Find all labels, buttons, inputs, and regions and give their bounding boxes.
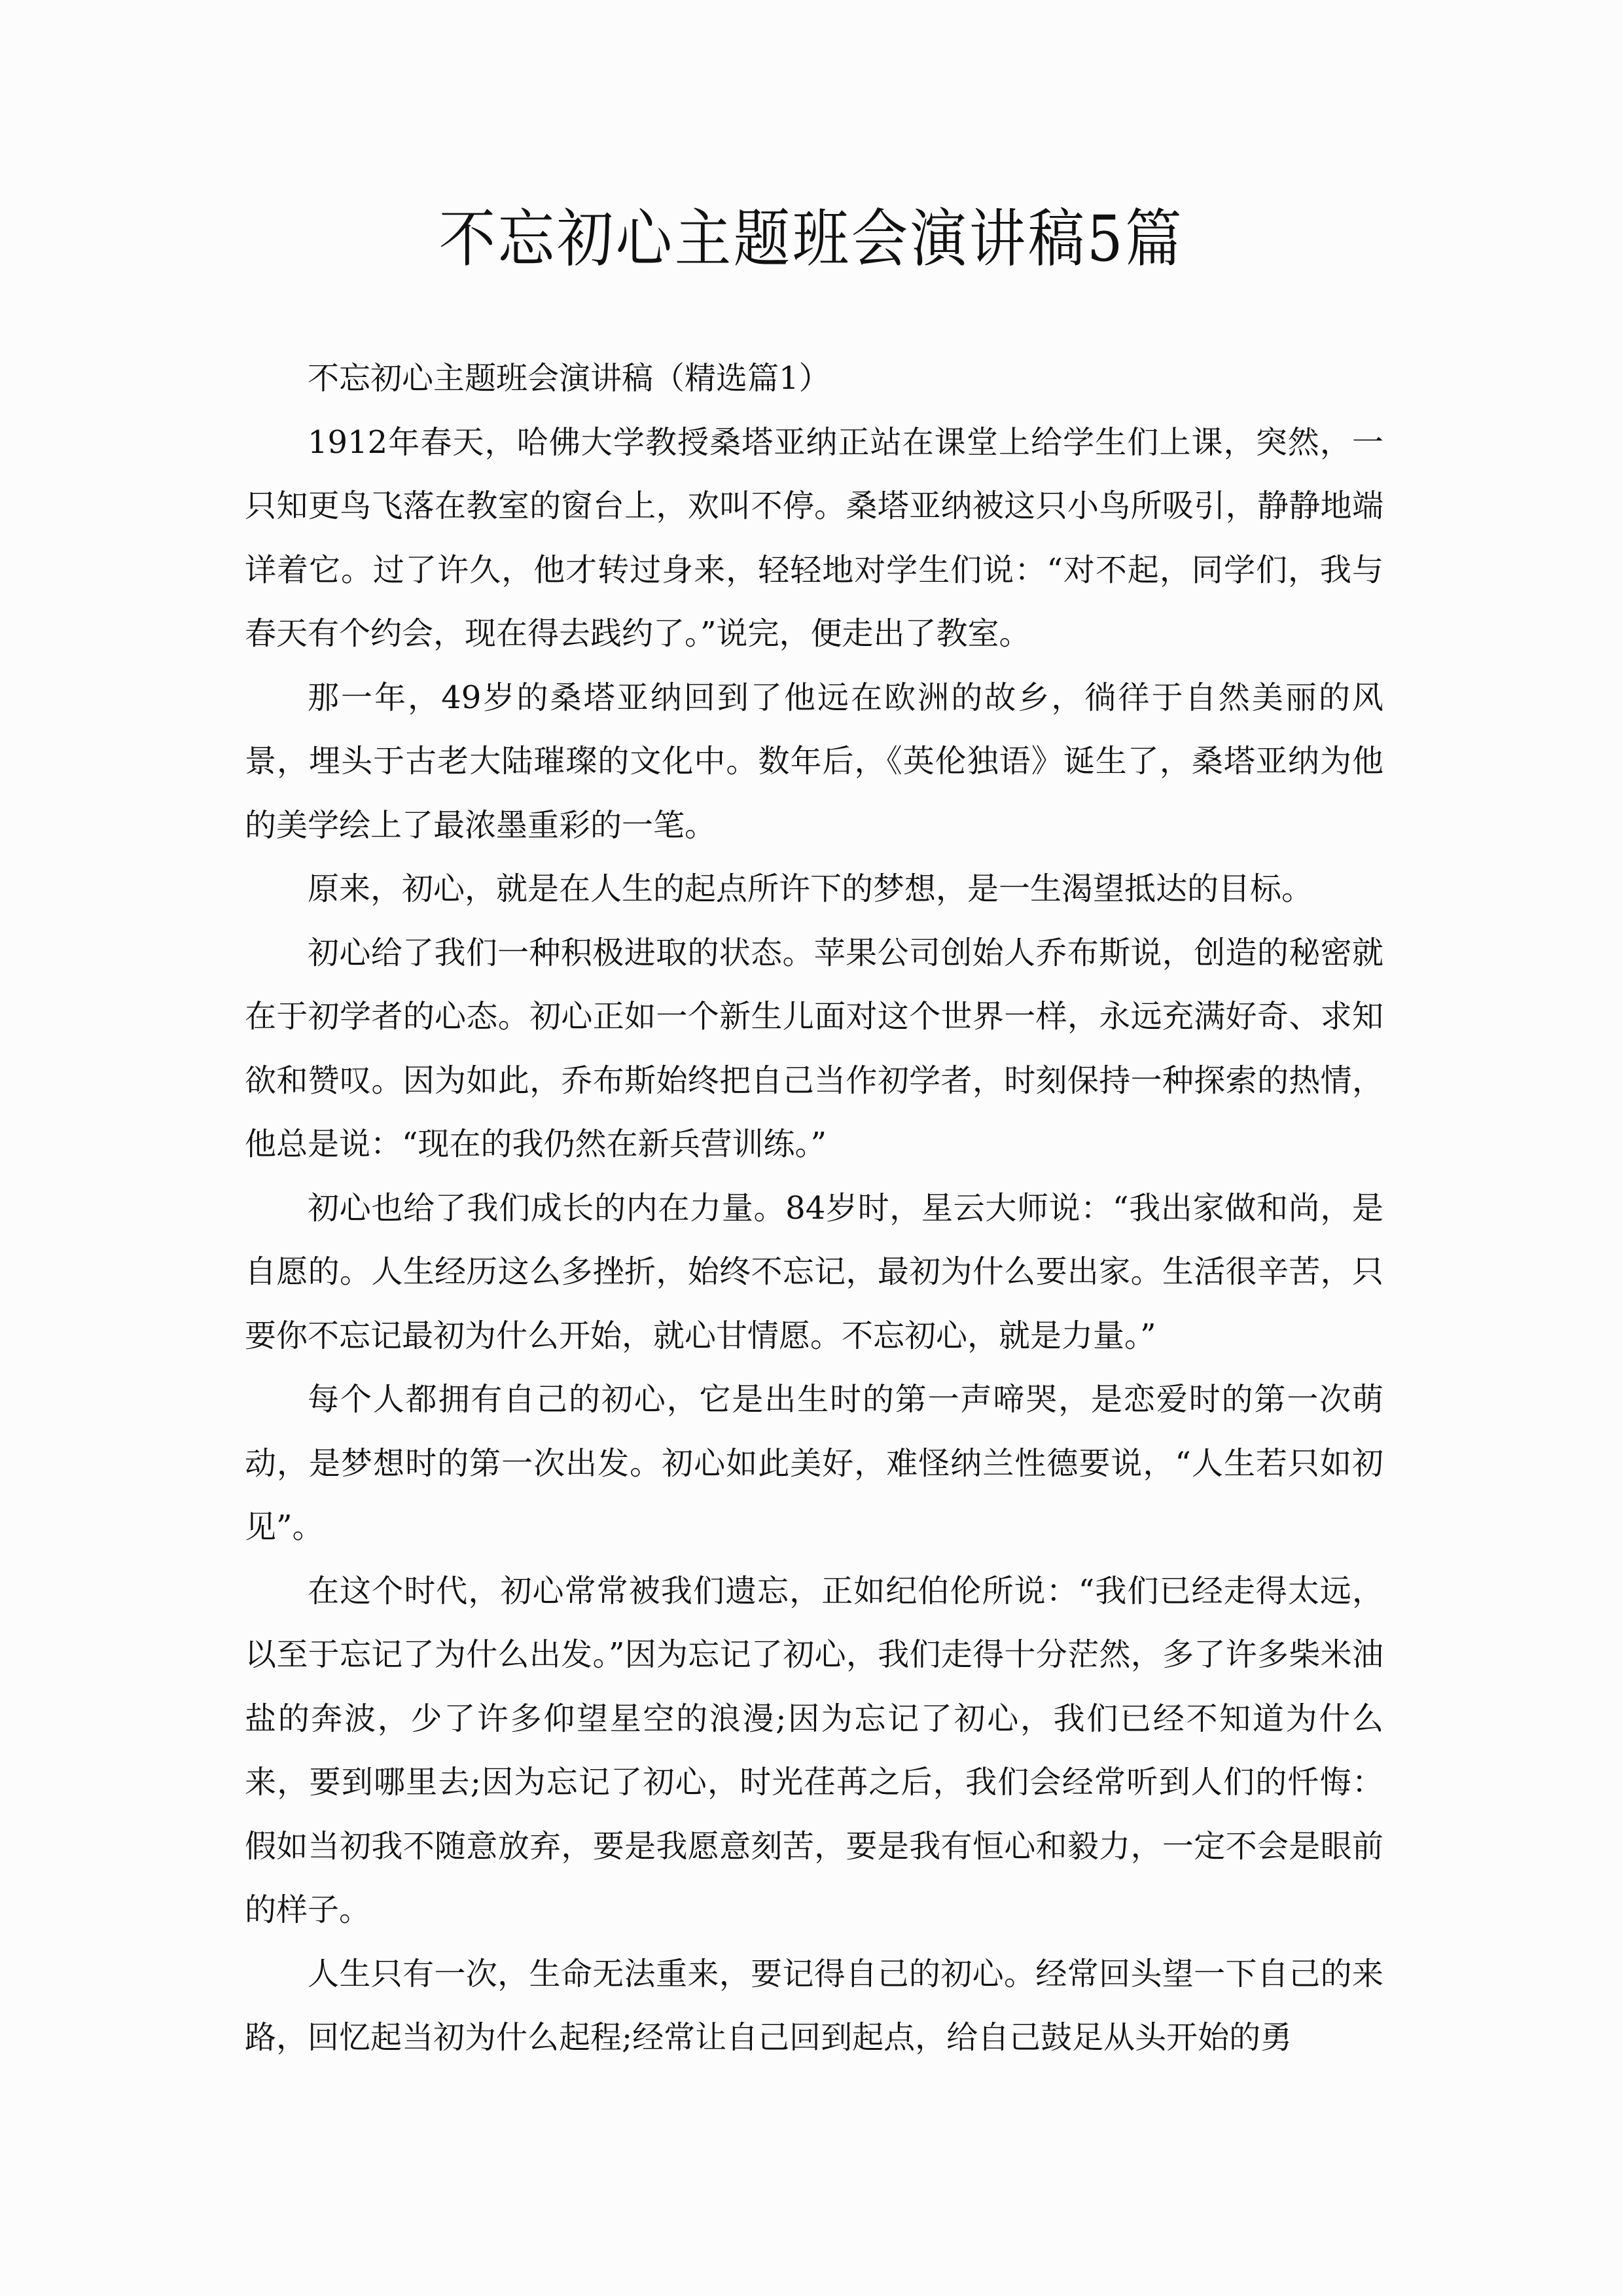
paragraph-1: 1912年春天，哈佛大学教授桑塔亚纳正站在课堂上给学生们上课，突然，一只知更鸟飞落在教室的窗台上，欢叫不停。桑塔亚纳被这只小鸟所吸引，静静地端详着它。过了许久，他才转过身来，轻轻地对学生们说：“对不起，同学们，我与春天有个约会，现在得去践约了。”说完，便走出了教室。 — [245, 423, 1383, 652]
paragraph-4: 初心给了我们一种积极进取的状态。苹果公司创始人乔布斯说，创造的秘密就在于初学者的心态。初心正如一个新生儿面对这个世界一样，永远充满好奇、求知欲和赞叹。因为如此，乔布斯始终把自己当作初学者，时刻保持一种探索的热情，他总是说：“现在的我仍然在新兵营训练。” — [245, 934, 1383, 1162]
paragraph-3: 原来，初心，就是在人生的起点所许下的梦想，是一生渴望抵达的目标。 — [308, 870, 1313, 907]
document-body — [245, 347, 1383, 2070]
document-title: 不忘初心主题班会演讲稿5篇 — [438, 202, 1185, 276]
paragraph-5: 初心也给了我们成长的内在力量。84岁时，星云大师说：“我出家做和尚，是自愿的。人生经历这么多挫折，始终不忘记，最初为什么要出家。生活很辛苦，只要你不忘记最初为什么开始，就心甘情愿。不忘初心，就是力量。” — [245, 1189, 1383, 1354]
paragraph-2: 那一年，49岁的桑塔亚纳回到了他远在欧洲的故乡，徜徉于自然美丽的风景，埋头于古老大陆璀璨的文化中。数年后，《英伦独语》诞生了，桑塔亚纳为他的美学绘上了最浓墨重彩的一笔。 — [245, 679, 1383, 844]
paragraph-6: 每个人都拥有自己的初心，它是出生时的第一声啼哭，是恋爱时的第一次萌动，是梦想时的第一次出发。初心如此美好，难怪纳兰性德要说，“人生若只如初见”。 — [245, 1381, 1383, 1545]
paragraph-8: 人生只有一次，生命无法重来，要记得自己的初心。经常回头望一下自己的来路，回忆起当初为什么起程;经常让自己回到起点，给自己鼓足从头开始的勇 — [245, 1955, 1383, 2056]
paragraph-7: 在这个时代，初心常常被我们遗忘，正如纪伯伦所说：“我们已经走得太远，以至于忘记了为什么出发。”因为忘记了初心，我们走得十分茫然，多了许多柴米油盐的奔波，少了许多仰望星空的浪漫;因为忘记了初心，我们已经不知道为什么来，要到哪里去;因为忘记了初心，时光荏苒之后，我们会经常听到人们的忏悔：假如当初我不随意放弃，要是我愿意刻苦，要是我有恒心和毅力，一定不会是眼前的样子。 — [245, 1572, 1383, 1928]
section-heading: 不忘初心主题班会演讲稿（精选篇1） — [308, 360, 830, 397]
